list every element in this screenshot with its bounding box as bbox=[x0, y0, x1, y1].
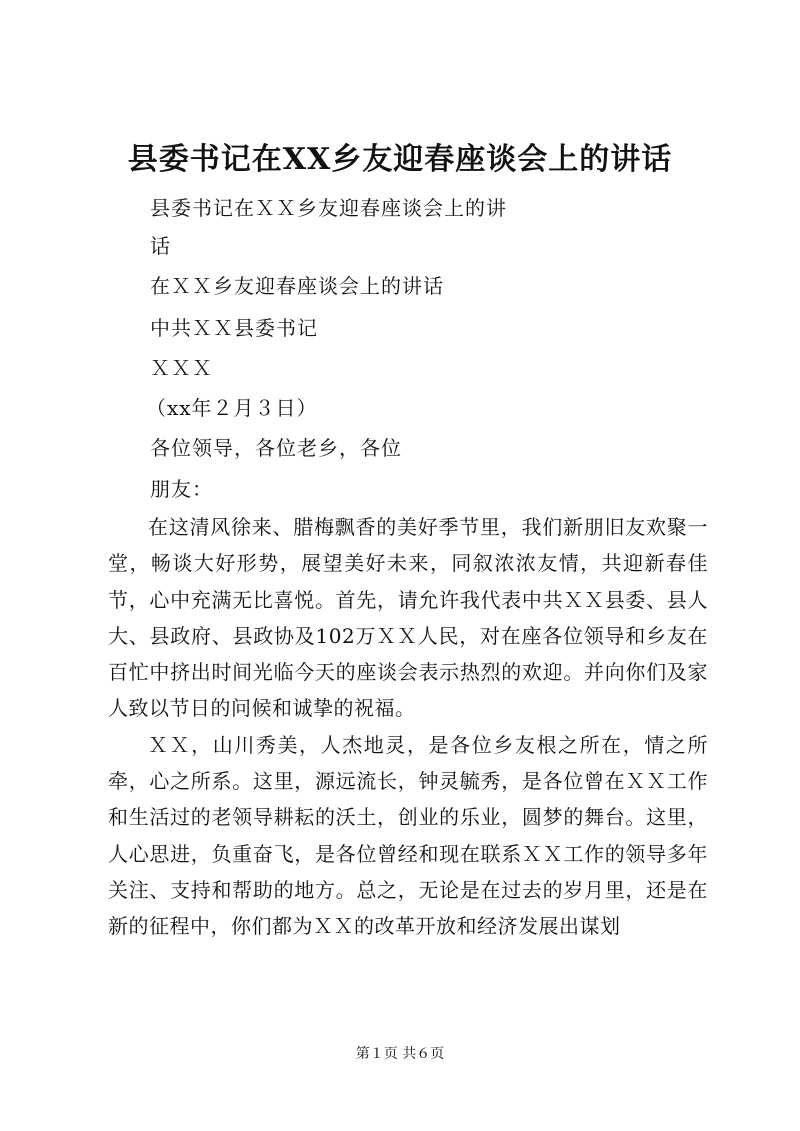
paragraph-2: ＸＸ，山川秀美，人杰地灵，是各位乡友根之所在，情之所牵，心之所系。这里，源远流长，钟灵毓秀，是各位曾在ＸＸ工作和生活过的老领导耕耘的沃土，创业的乐业，圆梦的舞台。这里，人心思进，负重奋飞，是各位曾经和现在联系ＸＸ工作的领导多年关注、支持和帮助的地方。总之，无论是在过去的岁月里，还是在新的征程中，你们都为ＸＸ的改革开放和经济发展出谋划 bbox=[108, 732, 708, 939]
header-line-2: 话 bbox=[150, 234, 171, 258]
document-title: 县委书记在XX乡友迎春座谈会上的讲话 bbox=[127, 142, 673, 177]
body-text bbox=[108, 509, 708, 945]
header-line-1: 县委书记在ＸＸ乡友迎春座谈会上的讲 bbox=[150, 196, 507, 220]
header-line-4: 中共ＸＸ县委书记 bbox=[150, 316, 318, 340]
paragraph-1: 在这清风徐来、腊梅飘香的美好季节里，我们新朋旧友欢聚一堂，畅谈大好形势，展望美好未来，同叙浓浓友情，共迎新春佳节，心中充满无比喜悦。首先，请允许我代表中共ＸＸ县委、县人大、县政府、县政协及102万ＸＸ人民，对在座各位领导和乡友在百忙中挤出时间光临今天的座谈会表示热烈的欢迎。并向你们及家人致以节日的问候和诚挚的祝福。 bbox=[108, 515, 708, 721]
header-line-date: （xx年２月３日） bbox=[146, 396, 318, 420]
salutation-line-2: 朋友： bbox=[150, 477, 213, 501]
header-line-3: 在ＸＸ乡友迎春座谈会上的讲话 bbox=[150, 274, 444, 298]
header-line-5: ＸＸＸ bbox=[150, 356, 213, 380]
page-footer: 第１页 共６页 bbox=[355, 1046, 445, 1062]
salutation-line-1: 各位领导，各位老乡，各位 bbox=[150, 436, 402, 460]
